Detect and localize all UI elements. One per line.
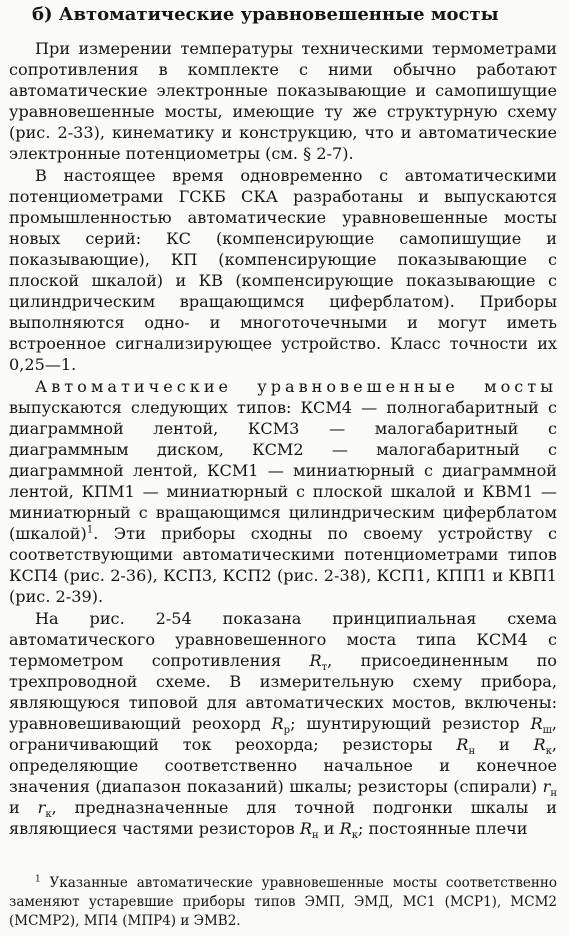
p4-part-g: и — [9, 798, 38, 818]
sub-n: н — [312, 830, 319, 842]
paragraph-2: В настоящее время одновременно с автоматическими потенциометрами ГСКБ СКА разработаны и выпускаются промышленностью автоматические уравновешенные мосты новых серий: КС (компенсирующие самопишущие и показывающие), КП (компенсирующие показывающие с плоской шкалой) и КВ (компенсирующие показывающие с цилиндрическим вращающимся циферблатом). Приборы выполняются одно- и многоточечными и могут иметь встроенное сигнализирующее устройство. Класс точности их 0,25—1. — [9, 165, 557, 375]
spaced-lead: Автоматические уравновешенные мосты — [35, 376, 557, 396]
symbol-R: R — [299, 819, 312, 839]
paragraph-3 — [9, 376, 557, 608]
footnote — [9, 874, 557, 931]
p4-part-j: ; постоянные плечи — [358, 819, 528, 839]
sub-k: к — [545, 746, 552, 758]
sub-k: к — [351, 830, 359, 842]
symbol-R: R — [530, 714, 543, 733]
symbol-R: R — [339, 819, 352, 839]
p4-part-a: На рис. 2-54 показана принципиальная схема автоматического уравновешенного моста типа КСМ4 с термометром сопротивления — [9, 608, 557, 670]
footnote-marker: 1 — [86, 524, 94, 536]
footnote-text: Указанные автоматические уравновешенные мосты соответственно заменяют устаревшие приборы типов ЭМП, ЭМД, МС1 (МСР1), МСМ2 (МСМР2), МП4 (МПР4) и ЭМВ2. — [9, 875, 557, 929]
paragraph-3-tail: . Эти приборы сходны по своему устройству с соответствующими автоматическими потенциометрами типов КСП4 (рис. 2-36), КСП3, КСП2 (рис. 2-38), КСП1, КПП1 и КВП1 (рис. 2-39). — [9, 524, 557, 607]
sub-p: р — [283, 725, 291, 737]
p4-part-d: , ограничивающий ток реохорда; резисторы — [9, 714, 557, 755]
sub-n: н — [468, 746, 476, 758]
symbol-R: R — [309, 650, 322, 670]
p4-part-b: , присоединенным по трехпроводной схеме. В измерительную схему прибора, являющуюся типовой для автоматических мостов, включены: уравновешивающий реохорд — [9, 650, 557, 733]
symbol-r: r — [37, 798, 46, 818]
symbol-R: R — [533, 735, 546, 755]
sub-n: н — [550, 788, 557, 800]
footnote-number: 1 — [35, 874, 41, 885]
section-title: б) Автоматические уравновешенные мосты — [32, 4, 499, 25]
sub-k: к — [45, 809, 52, 821]
p4-part-c: ; шунтирующий резистор — [290, 714, 531, 733]
symbol-r: r — [542, 777, 551, 797]
p4-part-e: и — [475, 735, 534, 755]
symbol-R: R — [456, 735, 469, 755]
sub-sh: ш — [542, 725, 552, 737]
p4-part-i: и — [318, 819, 340, 839]
sub-t: т — [321, 661, 328, 673]
paragraph-3-text: выпускаются следующих типов: КСМ4 — полногабаритный с диаграммной лентой, КСМ3 — малогабаритный с диаграммным диском, КСМ2 — малогабаритный с диаграммной лентой, КСМ1 — миниатюрный с диаграммной лентой, КПМ1 — миниатюрный с плоской шкалой и КВМ1 — миниатюрный с вращающимся цилиндрическим циферблатом (шкалой) — [9, 397, 557, 544]
p4-part-f: , определяющие соответственно начальное и конечное значения (диапазон показаний) шкалы; резисторы (спирали) — [9, 735, 557, 797]
paragraph-4 — [9, 608, 557, 840]
paragraph-1: При измерении температуры техническими термометрами сопротивления в комплекте с ними обычно работают автоматические электронные показывающие и самопишущие уравновешенные мосты, имеющие ту же структурную схему (рис. 2-33), кинематику и конструкцию, что и автоматические электронные потенциометры (см. § 2-7). — [9, 39, 557, 164]
p4-part-h: , предназначенные для точной подгонки шкалы и являющиеся частями резисторов — [9, 798, 557, 839]
body-text — [9, 38, 557, 840]
symbol-R: R — [271, 714, 284, 733]
